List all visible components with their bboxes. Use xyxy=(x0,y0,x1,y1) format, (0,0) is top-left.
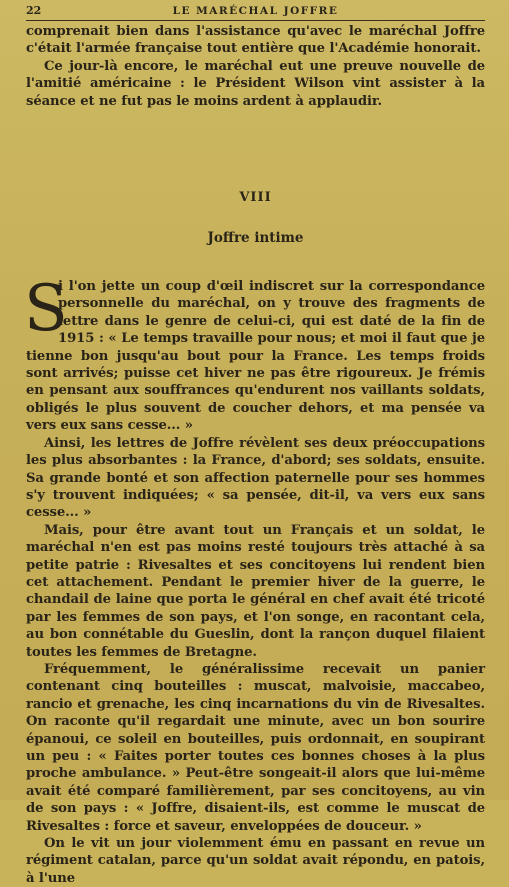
page-header xyxy=(26,4,485,21)
section-title: Joffre intime xyxy=(207,230,304,247)
paragraph-preoccupations: Ainsi, les lettres de Joffre révèlent ses deux préoccupations les plus absorbantes : la France, d'abord; ses soldats, ensuite. Sa grande bonté et son affection paternelle pour ses hommes s'y trouvent indiquées; « sa pensée, dit-il, va vers eux sans cesse... » xyxy=(26,435,485,521)
paragraph-bouteilles: Fréquemment, le généralissime recevait un panier contenant cinq bouteilles : muscat, malvoisie, maccabeo, rancio et grenache, les cinq incarnations du vin de Rivesaltes. On raconte qu'il regardait une minute, avec un bon sourire épanoui, ce soleil en bouteilles, puis ordonnait, en soupirant un peu : « Faites porter toutes ces bonnes choses à la plus proche ambulance. » Peut-être songeait-il alors que lui-même avait été comparé familièrement, par ses concitoyens, au vin de son pays : « Joffre, disaient-ils, est comme le muscat de Rivesaltes : force et saveur, enveloppées de douceur. » xyxy=(26,661,485,834)
paragraph-rivesaltes: Mais, pour être avant tout un Français et un soldat, le maréchal n'en est pas moins resté toujours très attaché à sa petite patrie : Rivesaltes et ses concitoyens lui rendent bien cet attachement. Pendant le premier hiver de la guerre, le chandail de laine que porta le général en chef avait été tricoté par les femmes de son pays, et l'on songe, en racontant cela, au bon connétable du Gueslin, dont la rançon duquel filaient toutes les femmes de Bretagne. xyxy=(26,522,485,660)
paragraph-continued: comprenait bien dans l'assistance qu'avec le maréchal Joffre c'était l'armée française tout entière que l'Académie honorait. xyxy=(26,24,485,57)
opening-text: i l'on jette un coup d'œil indiscret sur la correspondance personnelle du maréchal, on y trouve des fragments de lettre dans le genre de celui-ci, qui est daté de la fin de 1915 : « Le temps travaille pour nous; et moi il faut que je tienne bon jusqu'au bout pour la France. Les temps froids sont arrivés; puisse cet hiver ne pas être rigoureux. Je frémis en pensant aux souffrances qu'endurent nos vaillants soldats, obligés le plus souvent de coucher dehors, et ma pensée va vers eux sans cesse... » xyxy=(26,279,485,434)
section-spacer xyxy=(26,110,485,190)
paragraph-wilson: Ce jour-là encore, le maréchal eut une preuve nouvelle de l'amitié américaine : le Président Wilson vint assister à la séance et ne fut pas le moins ardent à applaudir. xyxy=(26,58,485,109)
running-title: LE MARÉCHAL JOFFRE xyxy=(172,5,339,17)
section-number: VIII xyxy=(239,190,272,206)
drop-cap: S xyxy=(24,272,68,347)
page-number: 22 xyxy=(26,4,42,17)
paragraph-opening xyxy=(24,272,485,435)
paragraph-regiment: On le vit un jour violemment ému en passant en revue un régiment catalan, parce qu'un soldat avait répondu, en patois, à l'une xyxy=(26,836,485,886)
